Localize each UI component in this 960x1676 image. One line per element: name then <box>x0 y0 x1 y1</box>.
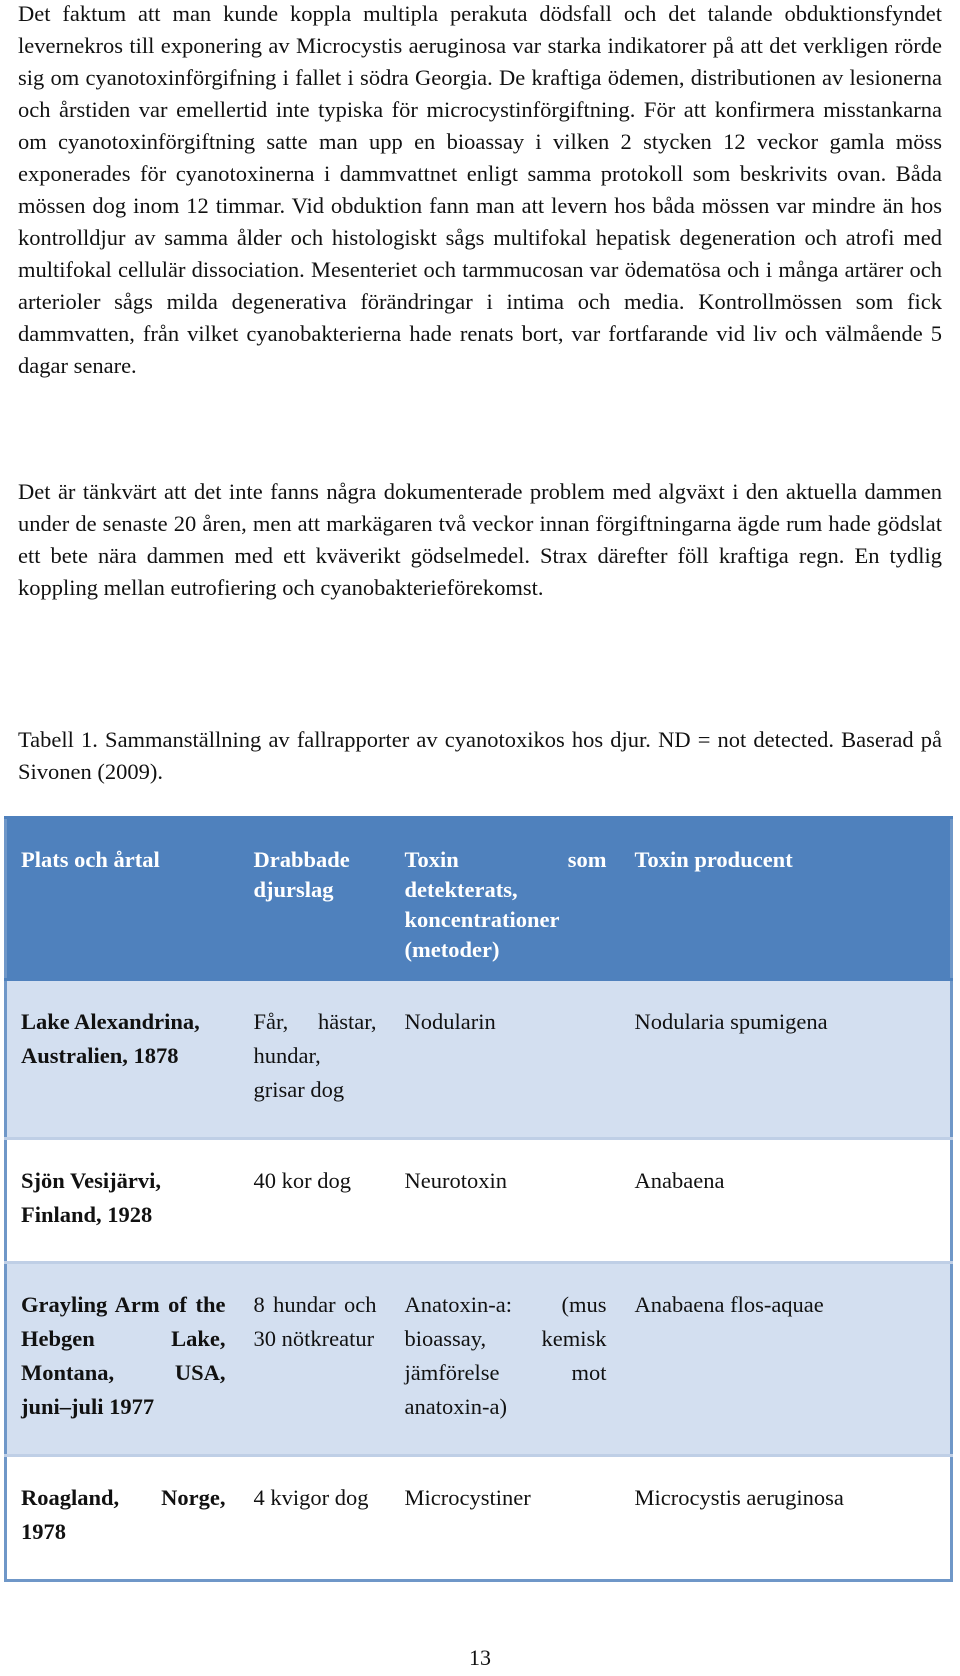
cell-location: Lake Alexandrina, Australien, 1878 <box>6 980 240 1139</box>
cell-toxin: Microcystiner <box>391 1456 621 1581</box>
cell-species: 4 kvigor dog <box>240 1456 391 1581</box>
cell-species: 8 hundar och 30 nötkreatur <box>240 1263 391 1456</box>
cell-location: Sjön Vesijärvi, Finland, 1928 <box>6 1139 240 1263</box>
cell-producer: Anabaena <box>621 1139 952 1263</box>
cell-producer: Nodularia spumigena <box>621 980 952 1139</box>
case-report-table <box>4 816 953 1582</box>
page-number: 13 <box>469 1645 491 1670</box>
cell-location: Roagland, Norge, 1978 <box>6 1456 240 1581</box>
table-row <box>6 1139 952 1263</box>
table-row <box>6 1456 952 1581</box>
table-header-row <box>6 818 952 980</box>
cell-toxin: Anatoxin-a: (mus bioassay, kemisk jämförelse mot anatoxin-a) <box>391 1263 621 1456</box>
cell-location: Grayling Arm of the Hebgen Lake, Montana, USA, juni–juli 1977 <box>6 1263 240 1456</box>
cell-species: Får, hästar, hundar, grisar dog <box>240 980 391 1139</box>
table-caption: Tabell 1. Sammanställning av fallrapporter av cyanotoxikos hos djur. ND = not detected. Baserad på Sivonen (2009). <box>18 727 942 784</box>
header-species: Drabbade djurslag <box>240 818 391 980</box>
body-paragraph-2: Det är tänkvärt att det inte fanns några dokumenterade problem med algväxt i den aktuella dammen under de senaste 20 åren, men att markägaren två veckor innan förgiftningarna ägde rum hade gödslat ett bete nära dammen med ett kväverikt gödselmedel. Strax därefter föll kraftiga regn. En tydlig koppling mellan eutrofiering och cyanobakterieförekomst. <box>18 479 942 600</box>
header-toxin: Toxin som detekterats, koncentrationer (metoder) <box>391 818 621 980</box>
header-producer: Toxin producent <box>621 818 952 980</box>
cell-toxin: Nodularin <box>391 980 621 1139</box>
cell-producer: Anabaena flos-aquae <box>621 1263 952 1456</box>
cell-species: 40 kor dog <box>240 1139 391 1263</box>
body-paragraph-1: Det faktum att man kunde koppla multipla perakuta dödsfall och det talande obduktionsfyndet levernekros till exponering av Microcystis aeruginosa var starka indikatorer på att det verkligen rörde sig om cyanotoxinförgifning i fallet i södra Georgia. De kraftiga ödemen, distributionen av lesionerna och årstiden var emellertid inte typiska för microcystinförgiftning. För att konfirmera misstankarna om cyanotoxinförgiftning satte man upp en bioassay i vilken 2 stycken 12 veckor gamla möss exponerades för cyanotoxinerna i dammvattnet enligt samma protokoll som beskrivits ovan. Båda mössen dog inom 12 timmar. Vid obduktion fann man att levern hos båda mössen var mindre än hos kontrolldjur av samma ålder och histologiskt sågs multifokal hepatisk degeneration och atrofi med multifokal cellulär dissociation. Mesenteriet och tarmmucosan var ödematösa och i många artärer och arterioler sågs milda degenerativa förändringar i intima och media. Kontrollmössen som fick dammvatten, från vilket cyanobakterierna hade renats bort, var fortfarande vid liv och välmående 5 dagar senare. <box>18 1 942 378</box>
header-location: Plats och årtal <box>6 818 240 980</box>
cell-producer: Microcystis aeruginosa <box>621 1456 952 1581</box>
cell-toxin: Neurotoxin <box>391 1139 621 1263</box>
table-row <box>6 1263 952 1456</box>
table-row <box>6 980 952 1139</box>
